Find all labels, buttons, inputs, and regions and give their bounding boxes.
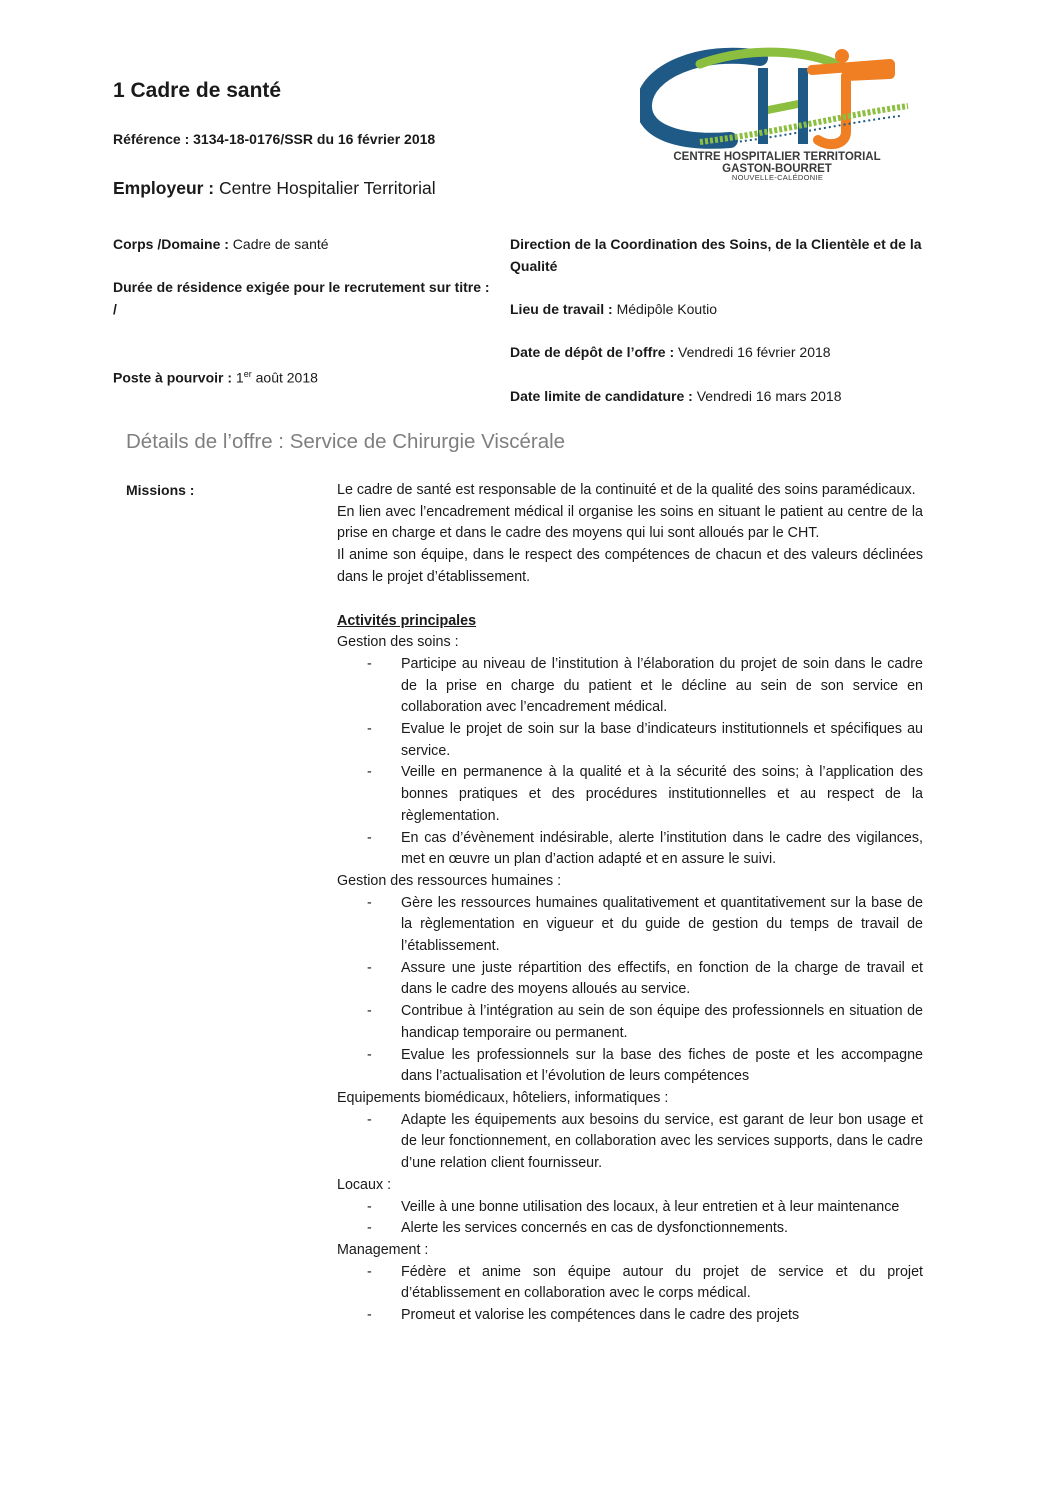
- list-item: - Evalue les professionnels sur la base des fiches de poste et les accompagne dans l’actualisation et l’évolution de leurs compétences: [367, 1046, 923, 1085]
- poste-sup: er: [243, 369, 252, 379]
- limite-label: Date limite de candidature :: [510, 388, 693, 404]
- field-duree: [113, 276, 493, 320]
- list-item: - En cas d’évènement indésirable, alerte l’institution dans le cadre des vigilances, met en œuvre un plan d’action adapté et en assure le suivi.: [367, 829, 923, 868]
- list-item: - Fédère et anime son équipe autour du projet de service et du projet d’établissement en collaboration avec le corps médical.: [367, 1263, 923, 1302]
- field-lieu: [510, 298, 930, 320]
- field-direction: [510, 233, 930, 277]
- depot-label: Date de dépôt de l’offre :: [510, 344, 675, 360]
- list-item: - Participe au niveau de l’institution à l’élaboration du projet de soin dans le cadre de la prise en charge du patient et le décline au sein de son service en collaboration avec l’encadrement médical.: [367, 655, 923, 716]
- field-depot: [510, 341, 930, 363]
- logo-line1: CENTRE HOSPITALIER TERRITORIAL: [673, 151, 881, 163]
- list-item: - Veille en permanence à la qualité et à la sécurité des soins; à l’application des bonnes pratiques et des procédures institutionnelles et au respect de la règlementation.: [367, 764, 923, 824]
- group-list: [337, 1197, 923, 1240]
- mission-paragraph: En lien avec l’encadrement médical il organise les soins en situant le patient au centre de la prise en charge et dans le cadre des moyens qui lui sont alloués par le CHT.: [337, 503, 923, 542]
- list-item: - Assure une juste répartition des effectifs, en fonction de la charge de travail et dans le cadre des moyens alloués au service.: [367, 959, 923, 998]
- list-item: - Adapte les équipements aux besoins du service, est garant de leur bon usage et de leur fonctionnement, en collaboration avec les services supports, dans le cadre d’une relation client fournisseur.: [367, 1111, 923, 1172]
- corps-value: Cadre de santé: [232, 236, 329, 252]
- duree-value: /: [113, 301, 117, 317]
- logo-line3: NOUVELLE-CALÉDONIE: [731, 173, 824, 182]
- poste-day: 1: [235, 369, 244, 386]
- group-list: [337, 893, 923, 1088]
- logo-line2: GASTON-BOURRET: [722, 163, 832, 175]
- lieu-label: Lieu de travail :: [510, 301, 613, 317]
- poste-label: Poste à pourvoir :: [113, 369, 233, 386]
- lieu-value: Médipôle Koutio: [616, 301, 717, 317]
- field-poste: [113, 363, 493, 389]
- group-heading: Gestion des ressources humaines :: [337, 872, 562, 889]
- group-heading: Equipements biomédicaux, hôteliers, informatiques :: [337, 1089, 669, 1106]
- group-list: [337, 1110, 923, 1175]
- list-item: - Alerte les services concernés en cas de dysfonctionnements.: [367, 1220, 789, 1237]
- corps-label: Corps /Domaine :: [113, 236, 229, 252]
- details-body: [337, 480, 923, 1327]
- field-corps: [113, 233, 493, 255]
- duree-label: Durée de résidence exigée pour le recrutement sur titre :: [113, 279, 490, 295]
- employer-value: Centre Hospitalier Territorial: [219, 178, 436, 198]
- poste-rest: août 2018: [255, 369, 318, 386]
- employer: [113, 178, 436, 199]
- cht-logo-graphic: [640, 44, 915, 176]
- list-item: - Evalue le projet de soin sur la base d’indicateurs institutionnels et spécifiques au service.: [367, 721, 923, 759]
- activities-title: Activités principales: [337, 612, 477, 629]
- depot-value: Vendredi 16 février 2018: [678, 344, 831, 360]
- missions-label: Missions :: [126, 482, 195, 498]
- group-heading: Management :: [337, 1241, 429, 1258]
- cht-logo: [640, 44, 915, 182]
- mission-paragraph: Le cadre de santé est responsable de la continuité et de la qualité des soins paramédicaux.: [337, 482, 916, 498]
- field-limite: [510, 385, 930, 407]
- group-heading: Gestion des soins :: [337, 634, 459, 651]
- section-title: Détails de l’offre : Service de Chirurgie Viscérale: [126, 430, 566, 453]
- reference: Référence : 3134-18-0176/SSR du 16 février 2018: [113, 131, 436, 147]
- mission-paragraph: Il anime son équipe, dans le respect des compétences de chacun et des valeurs déclinées dans le projet d’établissement.: [337, 547, 923, 585]
- list-item: - Veille à une bonne utilisation des locaux, à leur entretien et à leur maintenance: [367, 1198, 900, 1215]
- direction-value: Direction de la Coordination des Soins, de la Clientèle et de la Qualité: [510, 236, 922, 274]
- limite-value: Vendredi 16 mars 2018: [696, 388, 842, 404]
- list-item: - Contribue à l’intégration au sein de son équipe des professionnels en situation de handicap temporaire ou permanent.: [367, 1003, 923, 1041]
- list-item: - Promeut et valorise les compétences dans le cadre des projets: [367, 1307, 800, 1324]
- employer-label: Employeur :: [113, 178, 215, 198]
- group-heading: Locaux :: [337, 1176, 392, 1193]
- group-list: [337, 654, 923, 871]
- list-item: - Gère les ressources humaines qualitativement et quantitativement sur la base de la règlementation en vigueur et du guide de gestion du temps de travail de l’établissement.: [367, 894, 923, 955]
- group-list: [337, 1262, 923, 1327]
- page-title: 1 Cadre de santé: [113, 79, 282, 102]
